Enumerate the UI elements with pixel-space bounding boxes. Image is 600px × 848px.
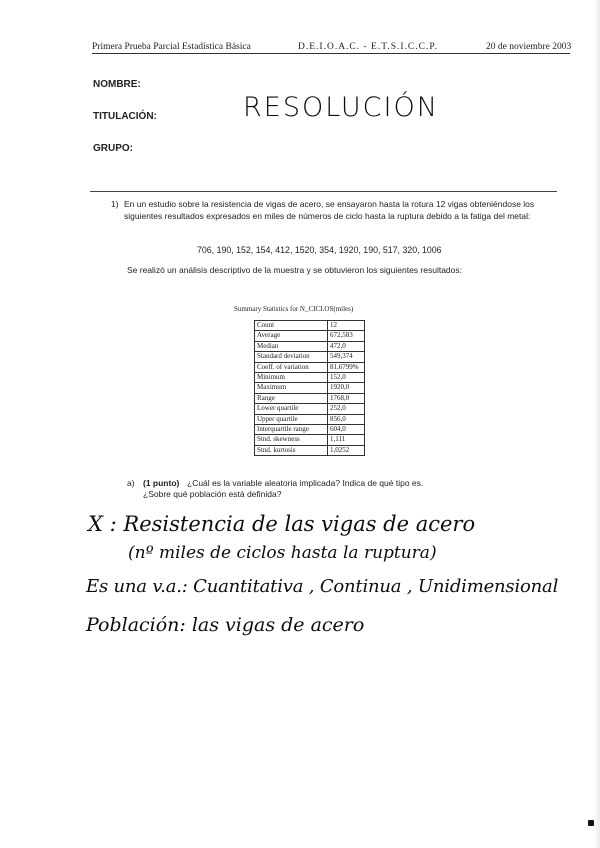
name-label: NOMBRE: xyxy=(93,79,141,90)
summary-row-value: 1768,0 xyxy=(328,393,365,403)
summary-row-label: Standard deviation xyxy=(255,352,328,362)
summary-row-value: 472,0 xyxy=(328,341,365,351)
question-analysis: Se realizó un análisis descriptivo de la muestra y se obtuvieron los siguientes resultados: xyxy=(127,265,462,275)
summary-row xyxy=(255,435,365,445)
summary-row xyxy=(255,425,365,435)
summary-row xyxy=(255,393,365,403)
question-rule xyxy=(90,191,557,192)
question-data: 706, 190, 152, 154, 412, 1520, 354, 1920, 190, 517, 320, 1006 xyxy=(197,245,442,255)
summary-row xyxy=(255,362,365,372)
summary-title: Summary Statistics for N_CICLOS(miles) xyxy=(234,305,354,313)
header-date: 20 de noviembre 2003 xyxy=(486,42,572,52)
summary-row xyxy=(255,445,365,455)
handwritten-title: RESOLUCIÓN xyxy=(243,92,439,123)
part-a-question-1: ¿Cuál es la variable aleatoria implicada? Indica de qué tipo es. xyxy=(187,478,424,488)
scan-edge-shadow xyxy=(594,0,600,848)
summary-row xyxy=(255,373,365,383)
summary-row-label: Lower quartile xyxy=(255,404,328,414)
degree-label: TITULACIÓN: xyxy=(93,111,157,122)
summary-row-value: 81,6799% xyxy=(328,362,365,372)
summary-row-label: Coeff. of variation xyxy=(255,362,328,372)
summary-row-value: 1,0252 xyxy=(328,445,365,455)
summary-row-value: 549,374 xyxy=(328,352,365,362)
question-text: En un estudio sobre la resistencia de vigas de acero, se ensayaron hasta la rotura 12 vigas obteniéndose los siguientes resultados expresados en miles de números de ciclo hasta la ruptura debido a la fatiga del metal: xyxy=(124,199,535,221)
answer-line-1: X : Resistencia de las vigas de acero xyxy=(88,512,476,536)
group-label: GRUPO: xyxy=(93,143,133,154)
header-rule xyxy=(92,53,570,54)
summary-row-label: Range xyxy=(255,393,328,403)
header-course: Primera Prueba Parcial Estadística Básica xyxy=(92,42,251,52)
answer-line-2: (nº miles de ciclos hasta la ruptura) xyxy=(128,543,437,563)
header-department: D.E.I.O.A.C. - E.T.S.I.C.C.P. xyxy=(298,42,438,52)
summary-row-label: Maximum xyxy=(255,383,328,393)
question-number: 1) xyxy=(111,199,119,209)
part-a-label: a) xyxy=(127,478,135,488)
summary-row-value: 604,0 xyxy=(328,425,365,435)
summary-row-label: Stnd. skewness xyxy=(255,435,328,445)
summary-row-value: 12 xyxy=(328,321,365,331)
summary-row-value: 1,111 xyxy=(328,435,365,445)
summary-row xyxy=(255,321,365,331)
summary-table xyxy=(254,320,365,456)
summary-row-value: 1920,0 xyxy=(328,383,365,393)
summary-row-value: 252,0 xyxy=(328,404,365,414)
answer-line-4: Población: las vigas de acero xyxy=(86,614,365,636)
summary-row xyxy=(255,383,365,393)
summary-row xyxy=(255,341,365,351)
summary-row-label: Count xyxy=(255,321,328,331)
summary-row-label: Median xyxy=(255,341,328,351)
summary-row-label: Interquartile range xyxy=(255,425,328,435)
summary-row-value: 672,583 xyxy=(328,331,365,341)
part-a-question-2: ¿Sobre qué población está definida? xyxy=(143,489,282,499)
scan-mark xyxy=(588,820,594,826)
answer-line-3: Es una v.a.: Cuantitativa , Continua , Unidimensional xyxy=(86,576,559,597)
summary-row-label: Average xyxy=(255,331,328,341)
summary-row xyxy=(255,352,365,362)
summary-row xyxy=(255,404,365,414)
summary-row xyxy=(255,331,365,341)
part-a-points: (1 punto) xyxy=(143,478,180,488)
summary-row-value: 856,0 xyxy=(328,414,365,424)
summary-row xyxy=(255,414,365,424)
summary-row-label: Minimum xyxy=(255,373,328,383)
summary-row-label: Stnd. kurtosis xyxy=(255,445,328,455)
summary-row-label: Upper quartile xyxy=(255,414,328,424)
summary-row-value: 152,0 xyxy=(328,373,365,383)
